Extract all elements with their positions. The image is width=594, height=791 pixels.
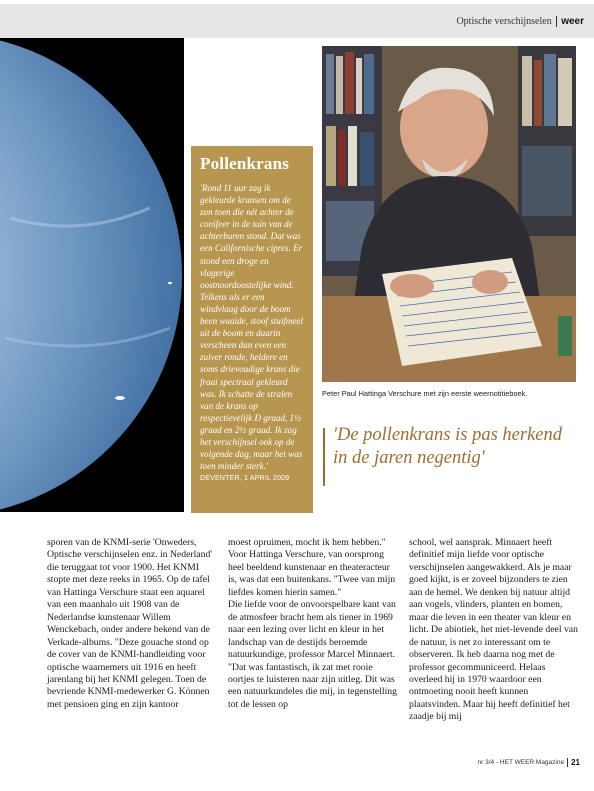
body-paragraph: moest opruimen, mocht ik hem hebben." Voor Hattinga Verschure, van oorsprong heel beeldend kunstenaar en theateracteur is, was dat een buitenkans. "Twee van mijn liefdes komen hierin samen." [228,537,396,598]
body-paragraph: school, wel aansprak. Minnaert heeft definitief mijn liefde voor optische verschijnselen aangewakkerd. Als je maar goed kijkt, is er zoveel bijzonders te zien aan de hemel. We denken bij natuur altijd aan vogels, vlinders, planten en bomen, maar die leven in een theater van kleur en licht. De abiotiek, het niet-levende deel van de natuur, is net zo interessant om te observeren. Ik heb daarna nog met de professor gecommuniceerd. Helaas overleed hij in 1970 waardoor een ontmoeting nooit heeft kunnen plaatsvinden. Maar hij heeft definitief het zaadje bij mij [409,537,578,723]
pull-quote: 'De pollenkrans is pas herkend in de jaren negentig' [333,425,563,468]
body-column-1 [47,537,219,711]
magazine-logo: weer [561,16,584,27]
body-paragraph: sporen van de KNMI-serie 'Onweders, Optische verschijnselen enz. in Nederland' die teruggaat tot voor 1900. Het KNMI stopte met deze reeks in 1965. Op de tafel van Hattinga Verschure staat een aquarel van een maanhalo uit 1908 van de Nederlandse kunstenaar Willem Wenckebach, onder andere bekend van de Verkade-albums. "Deze gouache stond op de cover van de KNMI-handleiding voor optische waarnemers uit 1916 en heeft jarenlang bij het KNMI gelegen. Toen de bevriende KNMI-medewerker G. Können met pensioen ging en zijn kantoor [47,537,213,710]
sidebar-quote: 'Rond 11 uur zag ik gekleurde kransen om de zon toen die nét achter de conifeer in de tuin van de achterburen stond. Dat was een Californische cipres. Er stond een droge en vlagerige oostnoordoostelijke wind. Telkens als er een windvlaag door de boom been waaide, stoof stuifmeel uit de boom en daarin verscheen dan even een zuiver ronde, heldere en soms drievoudige krans die fraai spectraal gekleurd was. Ik schatte de stralen van de krans op respectievelijk Ð graad, 1½ graad en 2½ graad. Ik zag het verschijnsel ook op de volgende dag, maar het was toen minder sterk.' [200,183,304,472]
page-number: 21 [571,758,580,767]
photo-caption: Peter Paul Hattinga Verschure met zijn eerste weernotitieboek. [322,389,528,398]
divider [567,758,568,767]
body-column-3 [409,537,581,724]
section-header [456,16,584,27]
divider [556,16,558,27]
issue-label: nr 3/4 - HET WEER Magazine [477,759,565,766]
pollenkrans-sidebar [191,146,313,513]
body-paragraph: Die liefde voor de onvoorspelbare kant van de atmosfeer bracht hem als tiener in 1969 naar een lezing over licht en kleur in het landschap van de destijds beroemde natuurkundige, professor Marcel Minnaert. "Dat was fantastisch, ik zat met rooie oortjes te luisteren naar zijn uitleg. Dit was een natuurkundeles die mij, in tegenstelling tot de lessen op [228,599,397,710]
portrait-photo [322,46,576,382]
planet-photo [0,38,184,512]
page-footer [478,758,580,767]
planet-illustration [0,38,184,512]
section-title: Optische verschijnselen [456,16,552,27]
body-column-2 [228,537,400,711]
portrait-illustration [322,46,576,382]
sidebar-title: Pollenkrans [200,154,290,173]
pullquote-rule [323,428,325,486]
sidebar-source: DEVENTER, 1 APRIL 2009 [200,475,290,483]
